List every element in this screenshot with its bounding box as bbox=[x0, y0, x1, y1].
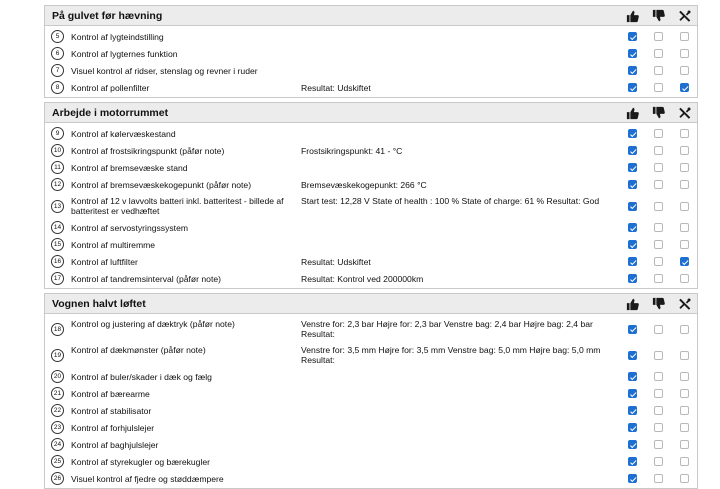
rejected-checkbox[interactable] bbox=[654, 372, 663, 381]
item-number: 9 bbox=[51, 127, 64, 140]
item-number: 13 bbox=[51, 200, 64, 213]
checklist-row bbox=[45, 316, 697, 342]
thumbs-up-icon bbox=[626, 9, 640, 23]
repaired-checkbox[interactable] bbox=[680, 180, 689, 189]
approved-checkbox[interactable] bbox=[628, 163, 637, 172]
item-label: Kontrol af frostsikringspunkt (påfør note) bbox=[71, 146, 225, 156]
checklist-row bbox=[45, 193, 697, 219]
item-number: 15 bbox=[51, 238, 64, 251]
checklist-row bbox=[45, 219, 697, 236]
rejected-checkbox[interactable] bbox=[654, 66, 663, 75]
approved-checkbox[interactable] bbox=[628, 325, 637, 334]
repaired-checkbox[interactable] bbox=[680, 406, 689, 415]
approved-checkbox[interactable] bbox=[628, 32, 637, 41]
checklist-row bbox=[45, 419, 697, 436]
tools-icon bbox=[678, 106, 692, 120]
item-label: Kontrol af baghjulslejer bbox=[71, 440, 159, 450]
item-label: Kontrol af bremsevæskekogepunkt (påfør note) bbox=[71, 180, 252, 190]
item-label: Kontrol af dækmønster (påfør note) bbox=[71, 345, 206, 355]
approved-checkbox[interactable] bbox=[628, 146, 637, 155]
rejected-checkbox[interactable] bbox=[654, 129, 663, 138]
item-number: 24 bbox=[51, 438, 64, 451]
repaired-checkbox[interactable] bbox=[680, 389, 689, 398]
approved-checkbox[interactable] bbox=[628, 351, 637, 360]
item-number: 8 bbox=[51, 81, 64, 94]
item-result: Start test: 12,28 V State of health : 100 % State of charge: 61 % Resultat: God bbox=[301, 196, 600, 206]
item-label: Kontrol af buler/skader i dæk og fælg bbox=[71, 372, 212, 382]
checklist-row bbox=[45, 436, 697, 453]
repaired-checkbox[interactable] bbox=[680, 372, 689, 381]
item-number: 17 bbox=[51, 272, 64, 285]
repaired-checkbox[interactable] bbox=[680, 325, 689, 334]
rejected-checkbox[interactable] bbox=[654, 163, 663, 172]
item-label: Kontrol af kølervæskestand bbox=[71, 129, 176, 139]
approved-checkbox[interactable] bbox=[628, 240, 637, 249]
checklist-row bbox=[45, 125, 697, 142]
tools-icon bbox=[678, 297, 692, 311]
checklist-row bbox=[45, 368, 697, 385]
rejected-checkbox[interactable] bbox=[654, 351, 663, 360]
section-title: På gulvet før hævning bbox=[52, 10, 163, 22]
approved-checkbox[interactable] bbox=[628, 223, 637, 232]
checklist-row bbox=[45, 45, 697, 62]
approved-checkbox[interactable] bbox=[628, 66, 637, 75]
checklist-row bbox=[45, 342, 697, 368]
item-label: Kontrol af stabilisator bbox=[71, 406, 152, 416]
thumbs-down-icon bbox=[652, 106, 666, 120]
approved-checkbox[interactable] bbox=[628, 440, 637, 449]
item-number: 12 bbox=[51, 178, 64, 191]
item-number: 14 bbox=[51, 221, 64, 234]
approved-checkbox[interactable] bbox=[628, 389, 637, 398]
approved-checkbox[interactable] bbox=[628, 180, 637, 189]
checklist-row bbox=[45, 470, 697, 487]
item-number: 21 bbox=[51, 387, 64, 400]
approved-checkbox[interactable] bbox=[628, 49, 637, 58]
approved-checkbox[interactable] bbox=[628, 406, 637, 415]
section-title: Arbejde i motorrummet bbox=[52, 107, 169, 119]
item-result: Resultat: Udskiftet bbox=[301, 83, 371, 93]
item-number: 25 bbox=[51, 455, 64, 468]
rejected-checkbox[interactable] bbox=[654, 389, 663, 398]
rejected-checkbox[interactable] bbox=[654, 223, 663, 232]
item-number: 23 bbox=[51, 421, 64, 434]
repaired-checkbox[interactable] bbox=[680, 240, 689, 249]
rejected-checkbox[interactable] bbox=[654, 32, 663, 41]
item-label: Kontrol af tandremsinterval (påfør note) bbox=[71, 274, 221, 284]
approved-checkbox[interactable] bbox=[628, 423, 637, 432]
item-number: 16 bbox=[51, 255, 64, 268]
repaired-checkbox[interactable] bbox=[680, 32, 689, 41]
approved-checkbox[interactable] bbox=[628, 474, 637, 483]
thumbs-down-icon bbox=[652, 9, 666, 23]
section-header bbox=[45, 103, 697, 123]
item-label: Kontrol af forhjulslejer bbox=[71, 423, 155, 433]
rejected-checkbox[interactable] bbox=[654, 83, 663, 92]
checklist-section bbox=[44, 5, 698, 98]
approved-checkbox[interactable] bbox=[628, 129, 637, 138]
rejected-checkbox[interactable] bbox=[654, 457, 663, 466]
item-label: Kontrol af 12 v lavvolts batteri inkl. batteritest - billede af batteritest er vedhæftet bbox=[71, 196, 284, 216]
checklist-section bbox=[44, 293, 698, 489]
item-label: Kontrol af lygternes funktion bbox=[71, 49, 178, 59]
item-result: Resultat: Udskiftet bbox=[301, 257, 371, 267]
repaired-checkbox[interactable] bbox=[680, 223, 689, 232]
item-number: 20 bbox=[51, 370, 64, 383]
checklist-row bbox=[45, 28, 697, 45]
item-label: Kontrol af luftfilter bbox=[71, 257, 138, 267]
rejected-checkbox[interactable] bbox=[654, 474, 663, 483]
item-number: 11 bbox=[51, 161, 64, 174]
repaired-checkbox[interactable] bbox=[680, 202, 689, 211]
rejected-checkbox[interactable] bbox=[654, 406, 663, 415]
approved-checkbox[interactable] bbox=[628, 202, 637, 211]
item-label: Kontrol af bærearme bbox=[71, 389, 150, 399]
repaired-checkbox[interactable] bbox=[680, 49, 689, 58]
rejected-checkbox[interactable] bbox=[654, 325, 663, 334]
checklist-row bbox=[45, 385, 697, 402]
item-number: 10 bbox=[51, 144, 64, 157]
item-number: 7 bbox=[51, 64, 64, 77]
thumbs-down-icon bbox=[652, 297, 666, 311]
item-label: Kontrol af pollenfilter bbox=[71, 83, 150, 93]
approved-checkbox[interactable] bbox=[628, 83, 637, 92]
rejected-checkbox[interactable] bbox=[654, 180, 663, 189]
tools-icon bbox=[678, 9, 692, 23]
repaired-checkbox[interactable] bbox=[680, 83, 689, 92]
thumbs-up-icon bbox=[626, 297, 640, 311]
rejected-checkbox[interactable] bbox=[654, 146, 663, 155]
item-result: Frostsikringspunkt: 41 - °C bbox=[301, 146, 403, 156]
section-header bbox=[45, 6, 697, 26]
section-title: Vognen halvt løftet bbox=[52, 298, 146, 310]
checklist-row bbox=[45, 62, 697, 79]
checklist-row bbox=[45, 79, 697, 96]
item-number: 26 bbox=[51, 472, 64, 485]
repaired-checkbox[interactable] bbox=[680, 423, 689, 432]
repaired-checkbox[interactable] bbox=[680, 146, 689, 155]
item-result: Bremsevæskekogepunkt: 266 °C bbox=[301, 180, 427, 190]
item-result: Resultat: Kontrol ved 200000km bbox=[301, 274, 424, 284]
rejected-checkbox[interactable] bbox=[654, 49, 663, 58]
repaired-checkbox[interactable] bbox=[680, 351, 689, 360]
item-label: Kontrol af styrekugler og bærekugler bbox=[71, 457, 211, 467]
repaired-checkbox[interactable] bbox=[680, 274, 689, 283]
thumbs-up-icon bbox=[626, 106, 640, 120]
item-label: Kontrol og justering af dæktryk (påfør note) bbox=[71, 319, 235, 329]
item-label: Kontrol af lygteindstilling bbox=[71, 32, 164, 42]
item-label: Kontrol af bremsevæske stand bbox=[71, 163, 188, 173]
rejected-checkbox[interactable] bbox=[654, 257, 663, 266]
approved-checkbox[interactable] bbox=[628, 257, 637, 266]
item-number: 6 bbox=[51, 47, 64, 60]
checklist-row bbox=[45, 453, 697, 470]
item-number: 5 bbox=[51, 30, 64, 43]
checklist-row bbox=[45, 176, 697, 193]
checklist-row bbox=[45, 142, 697, 159]
checklist-row bbox=[45, 159, 697, 176]
repaired-checkbox[interactable] bbox=[680, 257, 689, 266]
rejected-checkbox[interactable] bbox=[654, 423, 663, 432]
item-number: 19 bbox=[51, 349, 64, 362]
item-result: Venstre for: 3,5 mm Højre for: 3,5 mm Venstre bag: 5,0 mm Højre bag: 5,0 mm Resultat: bbox=[301, 345, 601, 365]
item-result: Venstre for: 2,3 bar Højre for: 2,3 bar Venstre bag: 2,4 bar Højre bag: 2,4 bar Resultat: bbox=[301, 319, 593, 339]
rejected-checkbox[interactable] bbox=[654, 274, 663, 283]
repaired-checkbox[interactable] bbox=[680, 66, 689, 75]
repaired-checkbox[interactable] bbox=[680, 440, 689, 449]
repaired-checkbox[interactable] bbox=[680, 474, 689, 483]
section-header bbox=[45, 294, 697, 314]
item-label: Kontrol af multiremme bbox=[71, 240, 156, 250]
approved-checkbox[interactable] bbox=[628, 372, 637, 381]
rejected-checkbox[interactable] bbox=[654, 202, 663, 211]
item-label: Visuel kontrol af ridser, stenslag og revner i ruder bbox=[71, 66, 258, 76]
checklist-section bbox=[44, 102, 698, 289]
item-label: Visuel kontrol af fjedre og støddæmpere bbox=[71, 474, 224, 484]
rejected-checkbox[interactable] bbox=[654, 240, 663, 249]
checklist-row bbox=[45, 253, 697, 270]
repaired-checkbox[interactable] bbox=[680, 129, 689, 138]
repaired-checkbox[interactable] bbox=[680, 457, 689, 466]
rejected-checkbox[interactable] bbox=[654, 440, 663, 449]
approved-checkbox[interactable] bbox=[628, 274, 637, 283]
approved-checkbox[interactable] bbox=[628, 457, 637, 466]
item-number: 18 bbox=[51, 323, 64, 336]
checklist-row bbox=[45, 236, 697, 253]
checklist-row bbox=[45, 270, 697, 287]
checklist-row bbox=[45, 402, 697, 419]
repaired-checkbox[interactable] bbox=[680, 163, 689, 172]
item-label: Kontrol af servostyringssystem bbox=[71, 223, 189, 233]
item-number: 22 bbox=[51, 404, 64, 417]
